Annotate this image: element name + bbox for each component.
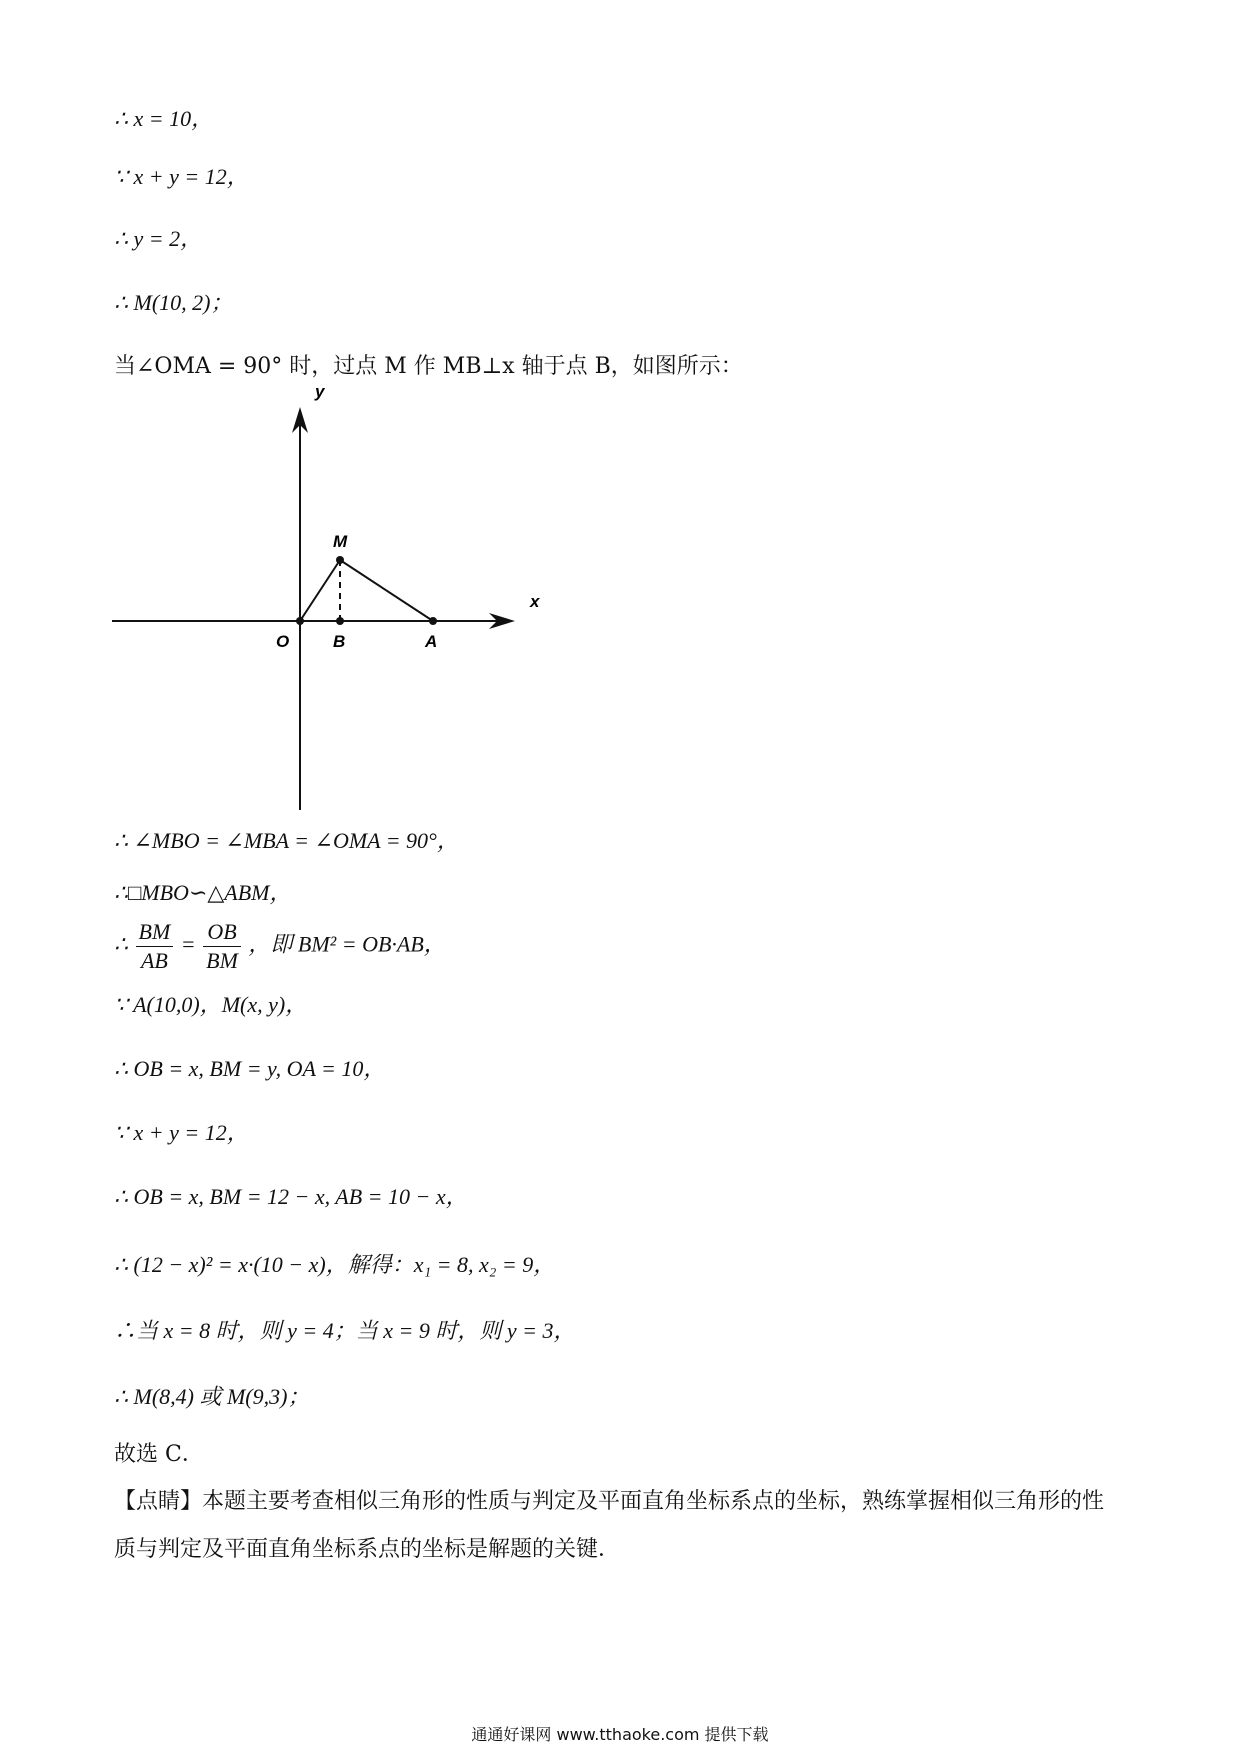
therefore-symbol: ∴ — [114, 931, 128, 957]
solution-step-14: ∴当 x = 8 时，则 y = 4；当 x = 9 时，则 y = 3， — [114, 1318, 576, 1343]
fraction-ob-bm — [203, 918, 241, 975]
solution-step-3: ∴ y = 2， — [114, 226, 203, 251]
fraction-numerator: OB — [203, 918, 241, 947]
page-footer: 通通好课网 www.tthaoke.com 提供下载 — [471, 1725, 769, 1744]
point-o-label: O — [276, 632, 290, 651]
answer-choice: 故选 C． — [114, 1442, 204, 1467]
equation-suffix: ，即 BM² = OB·AB， — [248, 931, 446, 957]
x-axis-label: x — [530, 592, 540, 611]
solution-step-11: ∵ x + y = 12， — [114, 1120, 249, 1145]
equals-sign: = — [180, 931, 196, 957]
point-b-label: B — [333, 632, 346, 651]
solution-step-4: ∴ M(10, 2)； — [114, 290, 233, 315]
coordinate-figure — [100, 375, 550, 815]
fraction-bm-ab — [136, 918, 174, 975]
solution-step-1: ∴ x = 10， — [114, 106, 214, 131]
solution-step-9: ∵ A(10,0)，M(x, y)， — [114, 992, 308, 1017]
solution-step-7: ∴□MBO∽△ABM， — [114, 880, 292, 905]
point-a-label: A — [425, 632, 438, 651]
solution-step-12: ∴ OB = x, BM = 12 − x, AB = 10 − x， — [114, 1184, 468, 1209]
point-o-marker — [296, 617, 304, 625]
point-b-marker — [336, 617, 344, 625]
segment-om — [300, 560, 340, 621]
fraction-numerator: BM — [136, 918, 174, 947]
solution-step-6: ∴ ∠MBO = ∠MBA = ∠OMA = 90°， — [114, 828, 459, 853]
segment-ma — [340, 560, 433, 621]
fraction-denominator: AB — [140, 948, 168, 973]
solution-step-2: ∵ x + y = 12， — [114, 164, 249, 189]
solution-step-13: ∴ (12 − x)² = x·(10 − x)，解得：x₁ = 8, x₂ = 9， — [114, 1252, 556, 1277]
solution-step-10: ∴ OB = x, BM = y, OA = 10， — [114, 1056, 386, 1081]
solution-step-5: 当∠OMA = 90° 时，过点 M 作 MB⊥x 轴于点 B，如图所示： — [114, 354, 743, 379]
solution-step-8 — [114, 918, 446, 975]
point-m-label: M — [333, 532, 348, 551]
summary-comment: 【点睛】本题主要考查相似三角形的性质与判定及平面直角坐标系点的坐标，熟练掌握相似三角形的性质与判定及平面直角坐标系点的坐标是解题的关键． — [114, 1489, 1105, 1562]
fraction-denominator: BM — [206, 948, 238, 973]
point-a-marker — [429, 617, 437, 625]
point-m-marker — [336, 556, 344, 564]
solution-step-15: ∴ M(8,4) 或 M(9,3)； — [114, 1384, 310, 1409]
y-axis-label: y — [315, 382, 325, 401]
